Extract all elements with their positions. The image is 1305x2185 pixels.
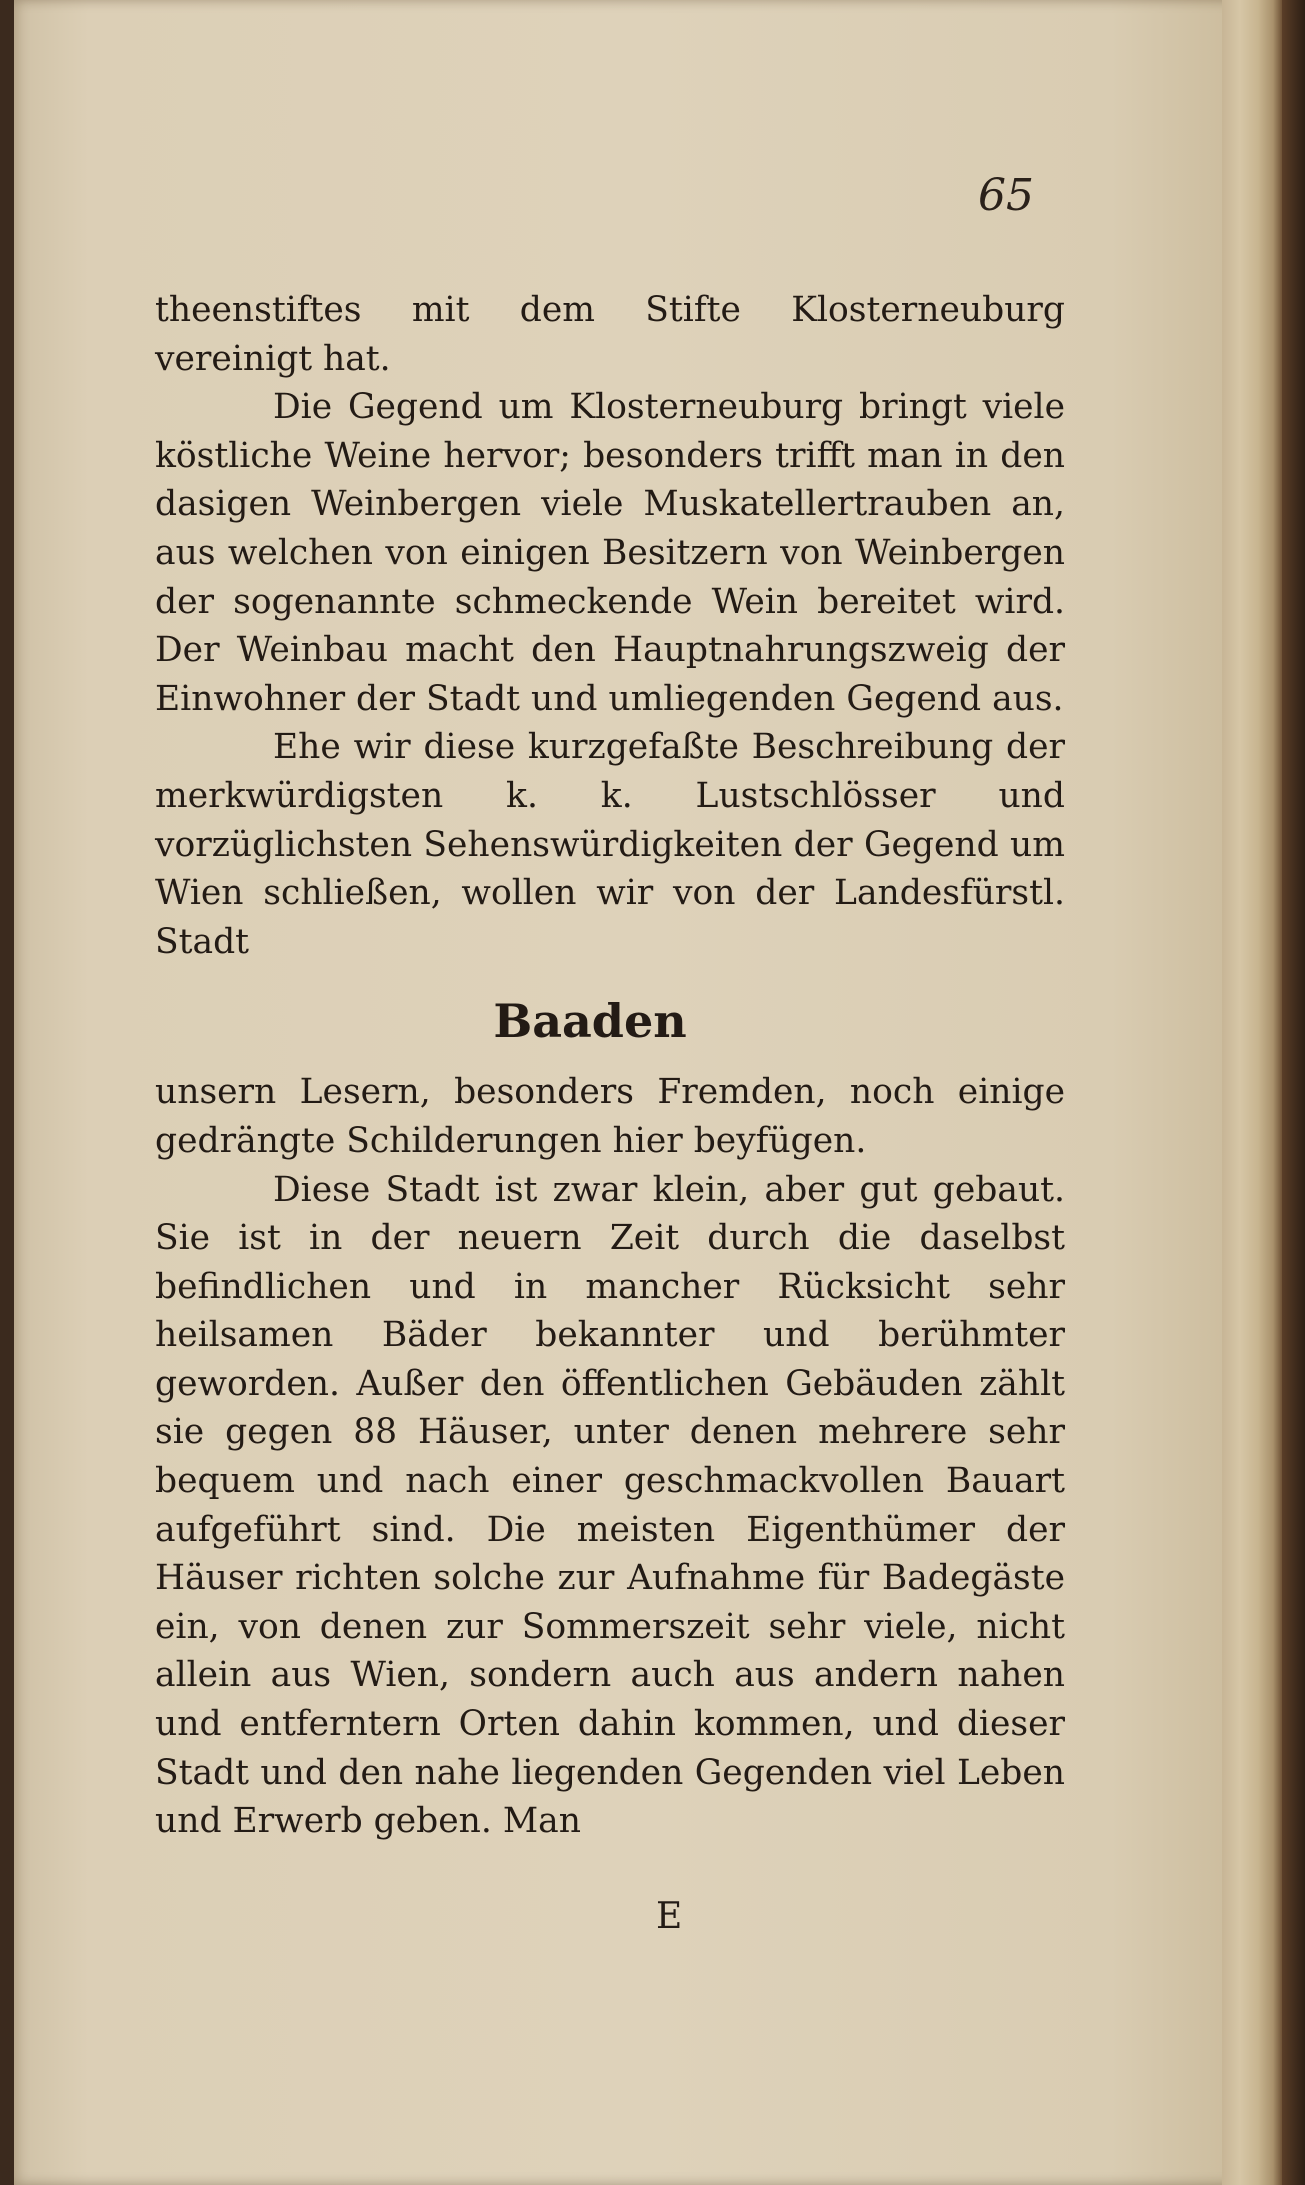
body-text [155,286,1065,1846]
signature-mark: E [656,1896,683,1937]
page-number: 65 [978,170,1034,221]
paragraph-city: Diese Stadt ist zwar klein, aber gut gebaut. Sie ist in der neuern Zeit durch die daselbst befindlichen und in mancher Rücksicht sehr heilsamen Bäder bekannter und berühmter geworden. Außer den öffentlichen Gebäuden zählt sie gegen 88 Häuser, unter denen mehrere sehr bequem und nach einer geschmackvollen Bauart aufgeführt sind. Die meisten Eigenthümer der Häuser richten solche zur Aufnahme für Badegäste ein, von denen zur Sommerszeit sehr viele, nicht allein aus Wien, sondern auch aus andern nahen und entferntern Orten dahin kommen, und dieser Stadt und den nahe liegenden Gegenden viel Leben und Erwerb geben. Man [155,1169,1065,1842]
paragraph-intro: Ehe wir diese kurzgefaßte Beschreibung der merkwürdigsten k. k. Lustschlösser und vorzüglichsten Sehenswürdigkeiten der Gegend um Wien schließen, wollen wir von der Landesfürstl. Stadt [155,727,1065,962]
paragraph-wine: Die Gegend um Klosterneuburg bringt viele köstliche Weine hervor; besonders trifft man in den dasigen Weinbergen viele Muskatellertrauben an, aus welchen von einigen Besitzern von Weinbergen der sogenannte schmeckende Wein bereitet wird. Der Weinbau macht den Hauptnahrungszweig der Einwohner der Stadt und umliegenden Gegend aus. [155,387,1065,719]
book-cover-edge [1282,0,1305,2185]
section-heading: Baaden [493,994,687,1049]
page-edge [1222,0,1282,2185]
paragraph-continuation: theenstiftes mit dem Stifte Klosterneuburg vereinigt hat. [155,290,1065,379]
paragraph-readers: unsern Lesern, besonders Fremden, noch einige gedrängte Schilderungen hier beyfügen. [155,1072,1065,1161]
